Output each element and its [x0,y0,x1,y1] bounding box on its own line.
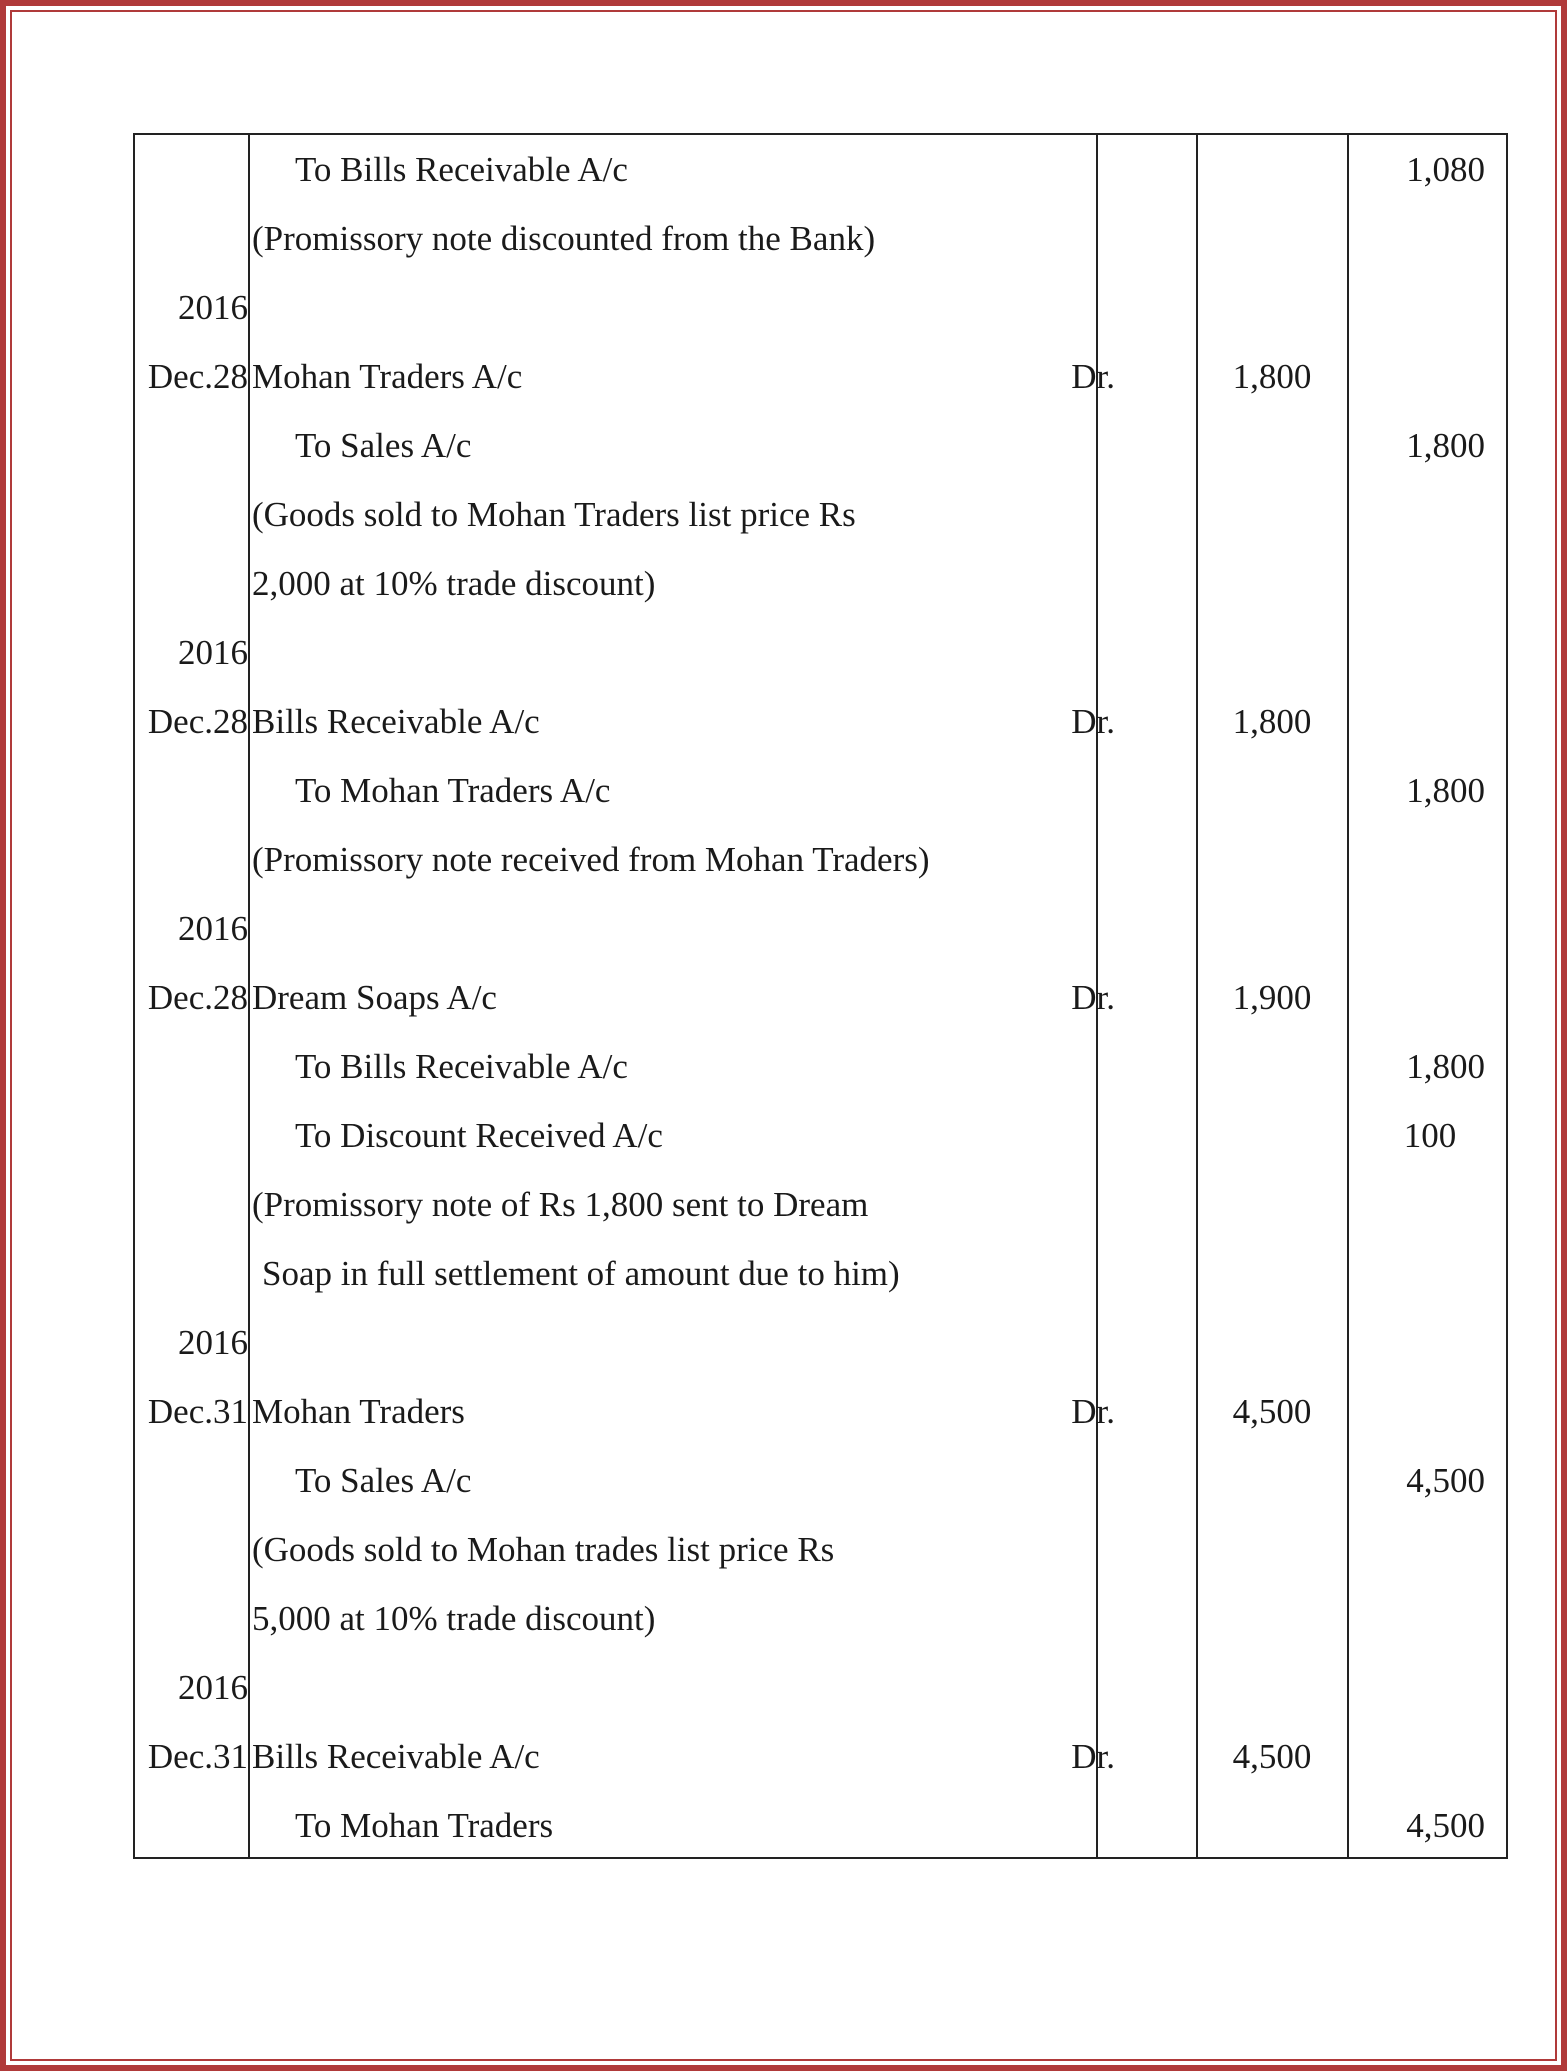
credit-amount: 1,800 [1406,771,1485,810]
journal-row [135,687,1506,756]
credit-amount [1375,273,1485,342]
dr-marker [1040,1170,1115,1239]
credit-amount [1375,687,1485,756]
credit-amount [1375,204,1485,273]
journal-row [135,894,1506,963]
particulars-cell: 2,000 at 10% trade discount) [252,564,656,603]
date-cell: 2016 [178,1668,248,1707]
date-cell [135,480,248,549]
particulars-cell: Mohan Traders [252,1392,465,1431]
particulars-cell: To Bills Receivable A/c [295,150,628,189]
dr-marker [1040,1515,1115,1584]
journal-row [135,342,1506,411]
debit-amount [1217,135,1327,204]
dr-marker [1040,273,1115,342]
journal-row [135,1032,1506,1101]
debit-amount: 1,800 [1232,357,1312,396]
dr-marker: Dr. [1071,978,1115,1017]
credit-amount [1375,1239,1485,1308]
particulars-cell: Bills Receivable A/c [252,702,540,741]
credit-amount [1375,1653,1485,1722]
particulars-cell: Soap in full settlement of amount due to him) [262,1254,900,1293]
journal-row [135,204,1506,273]
debit-amount [1217,1515,1327,1584]
date-cell [135,1584,248,1653]
date-cell [135,411,248,480]
dr-marker [1040,1308,1115,1377]
date-cell [135,825,248,894]
particulars-cell: (Promissory note discounted from the Bank) [252,219,876,258]
debit-amount: 1,800 [1232,702,1312,741]
credit-amount: 4,500 [1406,1461,1485,1500]
dr-marker [1040,1032,1115,1101]
debit-amount [1217,1032,1327,1101]
journal-row [135,411,1506,480]
debit-amount [1217,1446,1327,1515]
credit-amount [1375,825,1485,894]
dr-marker: Dr. [1071,357,1115,396]
journal-row [135,1101,1506,1170]
journal-row [135,963,1506,1032]
debit-amount [1217,480,1327,549]
particulars-cell: (Goods sold to Mohan trades list price Rs [252,1530,835,1569]
dr-marker [1040,411,1115,480]
particulars-cell: Mohan Traders A/c [252,357,523,396]
dr-marker [1040,549,1115,618]
dr-marker [1040,756,1115,825]
particulars-cell: Bills Receivable A/c [252,1737,540,1776]
particulars-cell: 5,000 at 10% trade discount) [252,1599,656,1638]
debit-amount [1217,411,1327,480]
dr-marker [1040,1584,1115,1653]
debit-amount [1217,273,1327,342]
date-cell [135,756,248,825]
particulars-cell: To Mohan Traders [295,1806,554,1845]
credit-amount [1375,480,1485,549]
dr-marker: Dr. [1071,1737,1115,1776]
credit-amount [1375,549,1485,618]
dr-marker [1040,1101,1115,1170]
journal-row [135,1653,1506,1722]
journal-row [135,1791,1506,1860]
journal-table [133,133,1508,1859]
particulars-cell: To Bills Receivable A/c [295,1047,628,1086]
date-cell [135,1170,248,1239]
journal-row [135,1515,1506,1584]
journal-row [135,1239,1506,1308]
date-cell: Dec.28 [147,702,248,741]
credit-amount [1375,1584,1485,1653]
credit-amount [1375,342,1485,411]
journal-row [135,825,1506,894]
journal-row [135,1722,1506,1791]
dr-marker [1040,618,1115,687]
journal-row [135,549,1506,618]
dr-marker [1040,135,1115,204]
credit-amount: 4,500 [1406,1806,1485,1845]
date-cell: 2016 [178,909,248,948]
particulars-cell: (Promissory note of Rs 1,800 sent to Dream [252,1185,869,1224]
credit-amount [1375,894,1485,963]
journal-row [135,135,1506,204]
journal-row [135,1446,1506,1515]
credit-amount [1375,1515,1485,1584]
dr-marker [1040,825,1115,894]
date-cell [135,549,248,618]
date-cell [135,1239,248,1308]
dr-marker [1040,1239,1115,1308]
dr-marker: Dr. [1071,702,1115,741]
particulars-cell: (Promissory note received from Mohan Traders) [252,840,930,879]
debit-amount [1217,1101,1327,1170]
credit-amount [1375,618,1485,687]
particulars-cell: To Mohan Traders A/c [295,771,611,810]
journal-row [135,756,1506,825]
debit-amount [1217,1653,1327,1722]
debit-amount: 4,500 [1232,1737,1312,1776]
date-cell: 2016 [178,633,248,672]
date-cell [135,1032,248,1101]
debit-amount [1217,1170,1327,1239]
debit-amount [1217,1308,1327,1377]
credit-amount [1375,1722,1485,1791]
journal-row [135,1308,1506,1377]
debit-amount [1217,825,1327,894]
particulars-cell: To Discount Received A/c [295,1116,663,1155]
journal-row [135,1170,1506,1239]
particulars-cell: To Sales A/c [295,426,472,465]
journal-row [135,480,1506,549]
debit-amount [1217,894,1327,963]
credit-amount: 1,800 [1406,1047,1485,1086]
date-cell: Dec.31 [147,1392,248,1431]
particulars-cell: To Sales A/c [295,1461,472,1500]
journal-row [135,1377,1506,1446]
credit-amount: 1,080 [1406,150,1485,189]
journal-row [135,618,1506,687]
dr-marker [1040,1791,1115,1860]
date-cell [135,204,248,273]
credit-amount [1375,1308,1485,1377]
date-cell: Dec.28 [147,357,248,396]
debit-amount: 1,900 [1232,978,1312,1017]
dr-marker [1040,1653,1115,1722]
debit-amount: 4,500 [1232,1392,1312,1431]
dr-marker [1040,1446,1115,1515]
debit-amount [1217,549,1327,618]
dr-marker [1040,894,1115,963]
journal-row [135,273,1506,342]
date-cell [135,135,248,204]
credit-amount [1375,1377,1485,1446]
debit-amount [1217,618,1327,687]
date-cell: Dec.31 [147,1737,248,1776]
debit-amount [1217,1239,1327,1308]
debit-amount [1217,1791,1327,1860]
dr-marker [1040,204,1115,273]
journal-row [135,1584,1506,1653]
dr-marker [1040,480,1115,549]
particulars-cell: Dream Soaps A/c [252,978,497,1017]
debit-amount [1217,1584,1327,1653]
date-cell: Dec.28 [147,978,248,1017]
credit-amount: 1,800 [1406,426,1485,465]
date-cell [135,1791,248,1860]
date-cell: 2016 [178,288,248,327]
debit-amount [1217,204,1327,273]
dr-marker: Dr. [1071,1392,1115,1431]
date-cell: 2016 [178,1323,248,1362]
date-cell [135,1101,248,1170]
credit-amount [1375,963,1485,1032]
date-cell [135,1446,248,1515]
debit-amount [1217,756,1327,825]
date-cell [135,1515,248,1584]
credit-amount: 100 [1403,1116,1457,1155]
credit-amount [1375,1170,1485,1239]
particulars-cell: (Goods sold to Mohan Traders list price Rs [252,495,856,534]
